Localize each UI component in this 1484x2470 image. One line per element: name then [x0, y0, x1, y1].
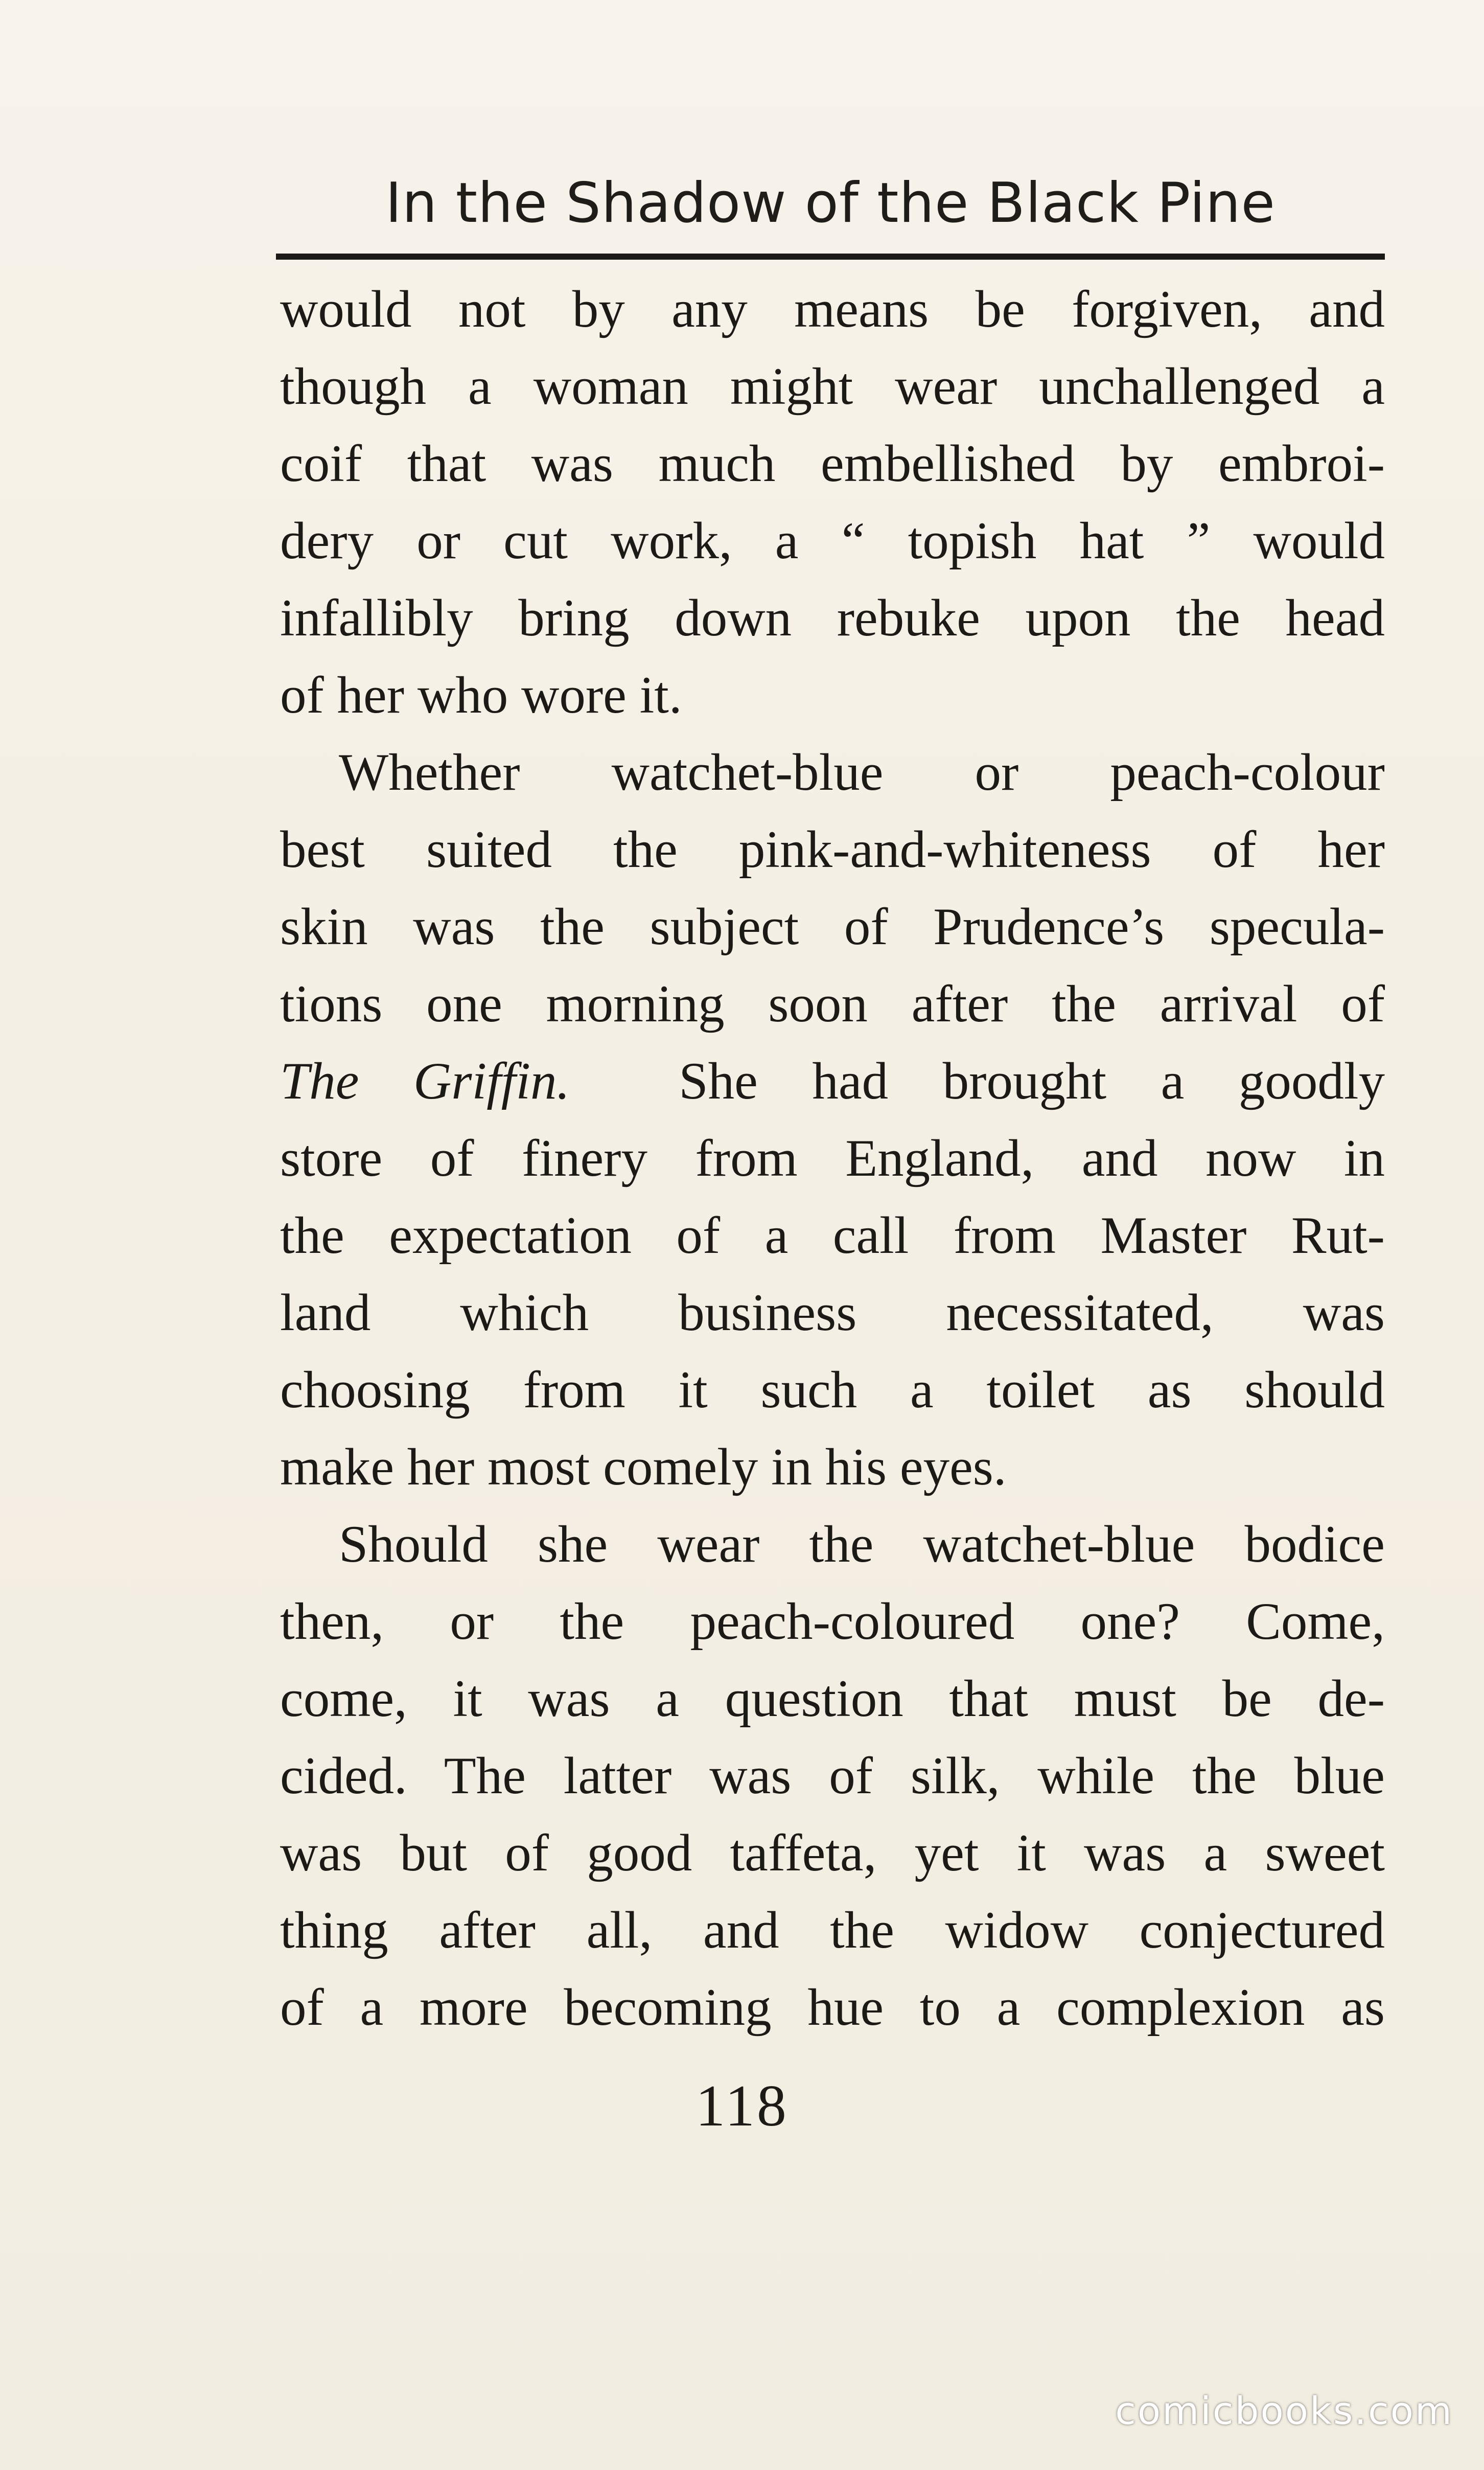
text-line: thing after all, and the widow conjectured	[280, 1901, 1385, 1959]
text-line: would not by any means be forgiven, and	[280, 280, 1385, 338]
text-line: store of finery from England, and now in	[280, 1129, 1385, 1187]
text-line: infallibly bring down rebuke upon the head	[280, 589, 1385, 647]
text-line: make her most comely in his eyes.	[280, 1438, 1007, 1496]
book-title-italic: The Griffin.	[280, 1052, 570, 1110]
text-line: come, it was a question that must be de-	[280, 1669, 1385, 1728]
head-rule	[276, 254, 1385, 260]
text-line: of her who wore it.	[280, 666, 682, 724]
text-line: coif that was much embellished by embroi-	[280, 434, 1385, 493]
text-line: the expectation of a call from Master Rut-	[280, 1206, 1385, 1265]
text-line: Should she wear the watchet-blue bodice	[339, 1515, 1385, 1573]
text-line: best suited the pink-and-whiteness of her	[280, 820, 1385, 879]
body-text	[280, 271, 1385, 2046]
text-line: dery or cut work, a “ topish hat ” would	[280, 512, 1385, 570]
page-number: 118	[695, 2073, 789, 2139]
text-line: cided. The latter was of silk, while the blue	[280, 1747, 1385, 1805]
text-line: skin was the subject of Prudence’s specula-	[280, 898, 1385, 956]
text-line: tions one morning soon after the arrival of	[280, 975, 1385, 1033]
text-segment: She had brought a goodly	[679, 1052, 1385, 1110]
text-line: Whether watchet-blue or peach-colour	[339, 743, 1385, 802]
watermark: comicbooks.com	[1115, 2389, 1453, 2433]
text-line: though a woman might wear unchallenged a	[280, 357, 1385, 416]
text-line: land which business necessitated, was	[280, 1284, 1385, 1342]
text-line: choosing from it such a toilet as should	[280, 1361, 1385, 1419]
text-line: of a more becoming hue to a complexion as	[280, 1978, 1385, 2037]
text-line: then, or the peach-coloured one? Come,	[280, 1592, 1385, 1651]
running-head: In the Shadow of the Black Pine	[385, 171, 1276, 235]
text-line	[280, 1043, 1385, 1120]
text-line: was but of good taffeta, yet it was a sweet	[280, 1824, 1385, 1882]
